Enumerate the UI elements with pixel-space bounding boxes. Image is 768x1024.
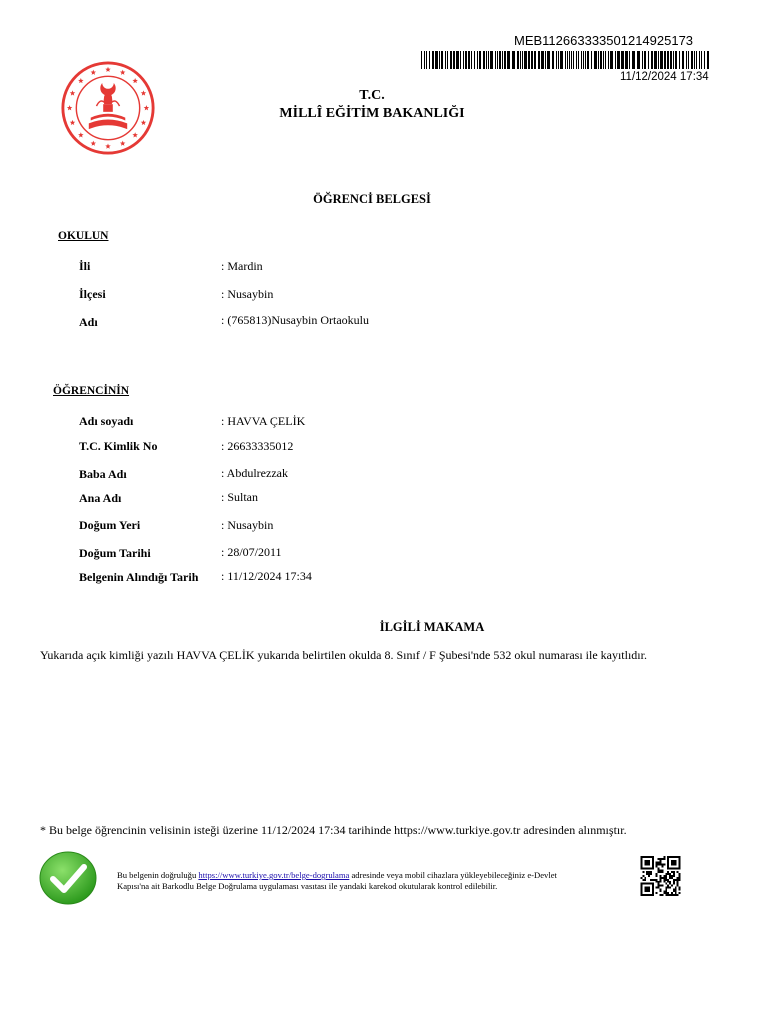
field-label: Doğum Tarihi	[79, 546, 151, 560]
footnote: * Bu belge öğrencinin velisinin isteği üzerine 11/12/2024 17:34 tarihinde https://www.turkiye.gov.tr adresinden alınmıştır.	[40, 823, 627, 837]
field-label: Adı soyadı	[79, 414, 134, 428]
verification-suffix: adresinde veya mobil cihazlara yükleyebileceğiniz e-Devlet Kapısı'na ait Barkodlu Belge Doğrulama uygulaması vasıtası ile yandaki karekod okutularak kontrol edilebilir.	[117, 870, 557, 892]
document-barcode-number: MEB11266333350121492517​3	[514, 33, 694, 48]
verification-prefix: Bu belgenin doğruluğu	[117, 870, 199, 880]
field-label: Ana Adı	[79, 491, 122, 505]
field-label: İlçesi	[79, 287, 106, 301]
field-label: T.C. Kimlik No	[79, 439, 158, 453]
qr-code-icon	[639, 856, 682, 896]
field-value: : Sultan	[221, 490, 259, 504]
field-value: : Nusaybin	[221, 287, 274, 301]
header-tc: T.C.	[359, 88, 385, 103]
field-value: : Abdulrezzak	[221, 466, 288, 480]
green-check-icon	[38, 850, 98, 906]
student-section-title: ÖĞRENCİNİN	[53, 385, 130, 397]
registration-statement: Yukarıda açık kimliği yazılı HAVVA ÇELİK yukarıda belirtilen okulda 8. Sınıf / F Şubesi'nde 532 okul numarası ile kayıtlıdır.	[40, 648, 647, 662]
field-label: Belgenin Alındığı Tarih	[79, 570, 199, 584]
field-label: Doğum Yeri	[79, 518, 141, 532]
verification-text	[117, 870, 587, 893]
field-label: Baba Adı	[79, 467, 127, 481]
field-value: : 28/07/2011	[221, 545, 282, 559]
field-value: : (765813)Nusaybin Ortaokulu	[221, 313, 369, 327]
header-ministry: MİLLÎ EĞİTİM BAKANLIĞI	[279, 106, 465, 121]
barcode-date: 11/12/2024 17:34	[620, 71, 709, 83]
barcode-icon	[421, 51, 710, 69]
document-title: ÖĞRENCİ BELGESİ	[313, 192, 431, 206]
field-value: : 11/12/2024 17:34	[221, 569, 312, 583]
field-label: Adı	[79, 315, 98, 329]
field-label: İli	[79, 259, 91, 273]
makama-title: İLGİLİ MAKAMA	[379, 620, 485, 634]
field-value: : Mardin	[221, 259, 263, 273]
field-value: : 26633335012	[221, 439, 294, 453]
verification-link[interactable]: https://www.turkiye.gov.tr/belge-dogrulama	[198, 870, 350, 880]
field-value: : Nusaybin	[221, 518, 274, 532]
school-section-title: OKULUN	[58, 230, 109, 242]
field-value: : HAVVA ÇELİK	[221, 414, 306, 428]
